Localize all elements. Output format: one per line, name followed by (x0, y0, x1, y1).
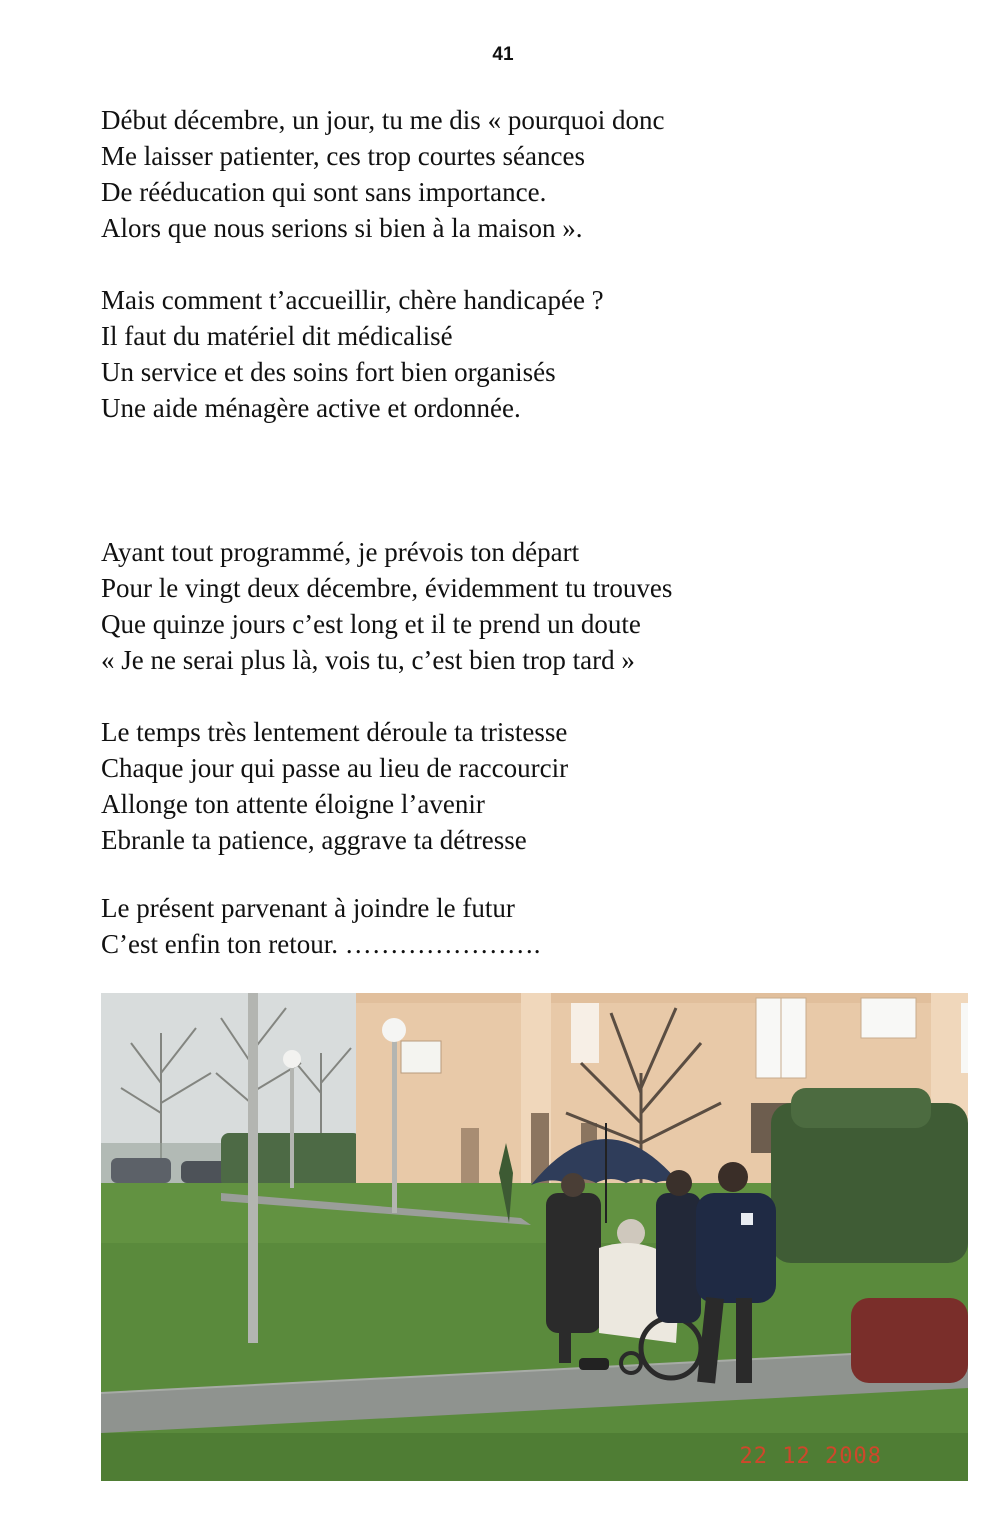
poem-line: Pour le vingt deux décembre, évidemment tu trouves (101, 573, 673, 603)
photo-illustration (101, 993, 968, 1481)
stanza-5 (101, 890, 540, 962)
poem-line: Mais comment t’accueillir, chère handicapée ? (101, 285, 604, 315)
poem-line: Il faut du matériel dit médicalisé (101, 321, 453, 351)
poem-line: Le temps très lentement déroule ta tristesse (101, 717, 568, 747)
poem-line: C’est enfin ton retour. …………………. (101, 929, 541, 959)
stanza-3 (101, 534, 672, 678)
poem-line: Un service et des soins fort bien organisés (101, 357, 556, 387)
photo-wheelchair-walk (101, 993, 968, 1481)
poem-line: Ayant tout programmé, je prévois ton départ (101, 537, 580, 567)
poem-line: De rééducation qui sont sans importance. (101, 177, 547, 207)
stanza-2 (101, 282, 604, 426)
poem-line: Chaque jour qui passe au lieu de raccourcir (101, 753, 569, 783)
poem-line: Le présent parvenant à joindre le futur (101, 893, 515, 923)
photo-date-stamp: 22 12 2008 (739, 1444, 882, 1469)
poem-line: Ebranle ta patience, aggrave ta détresse (101, 825, 527, 855)
poem-line: Début décembre, un jour, tu me dis « pourquoi donc (101, 105, 665, 135)
poem-line: Me laisser patienter, ces trop courtes séances (101, 141, 585, 171)
poem-line: Une aide ménagère active et ordonnée. (101, 393, 521, 423)
stanza-4 (101, 714, 568, 858)
page-number: 41 (492, 44, 514, 65)
poem-line: Que quinze jours c’est long et il te prend un doute (101, 609, 641, 639)
poem-line: « Je ne serai plus là, vois tu, c’est bien trop tard » (101, 645, 635, 675)
poem-line: Alors que nous serions si bien à la maison ». (101, 213, 583, 243)
poem-line: Allonge ton attente éloigne l’avenir (101, 789, 485, 819)
stanza-1 (101, 102, 665, 246)
